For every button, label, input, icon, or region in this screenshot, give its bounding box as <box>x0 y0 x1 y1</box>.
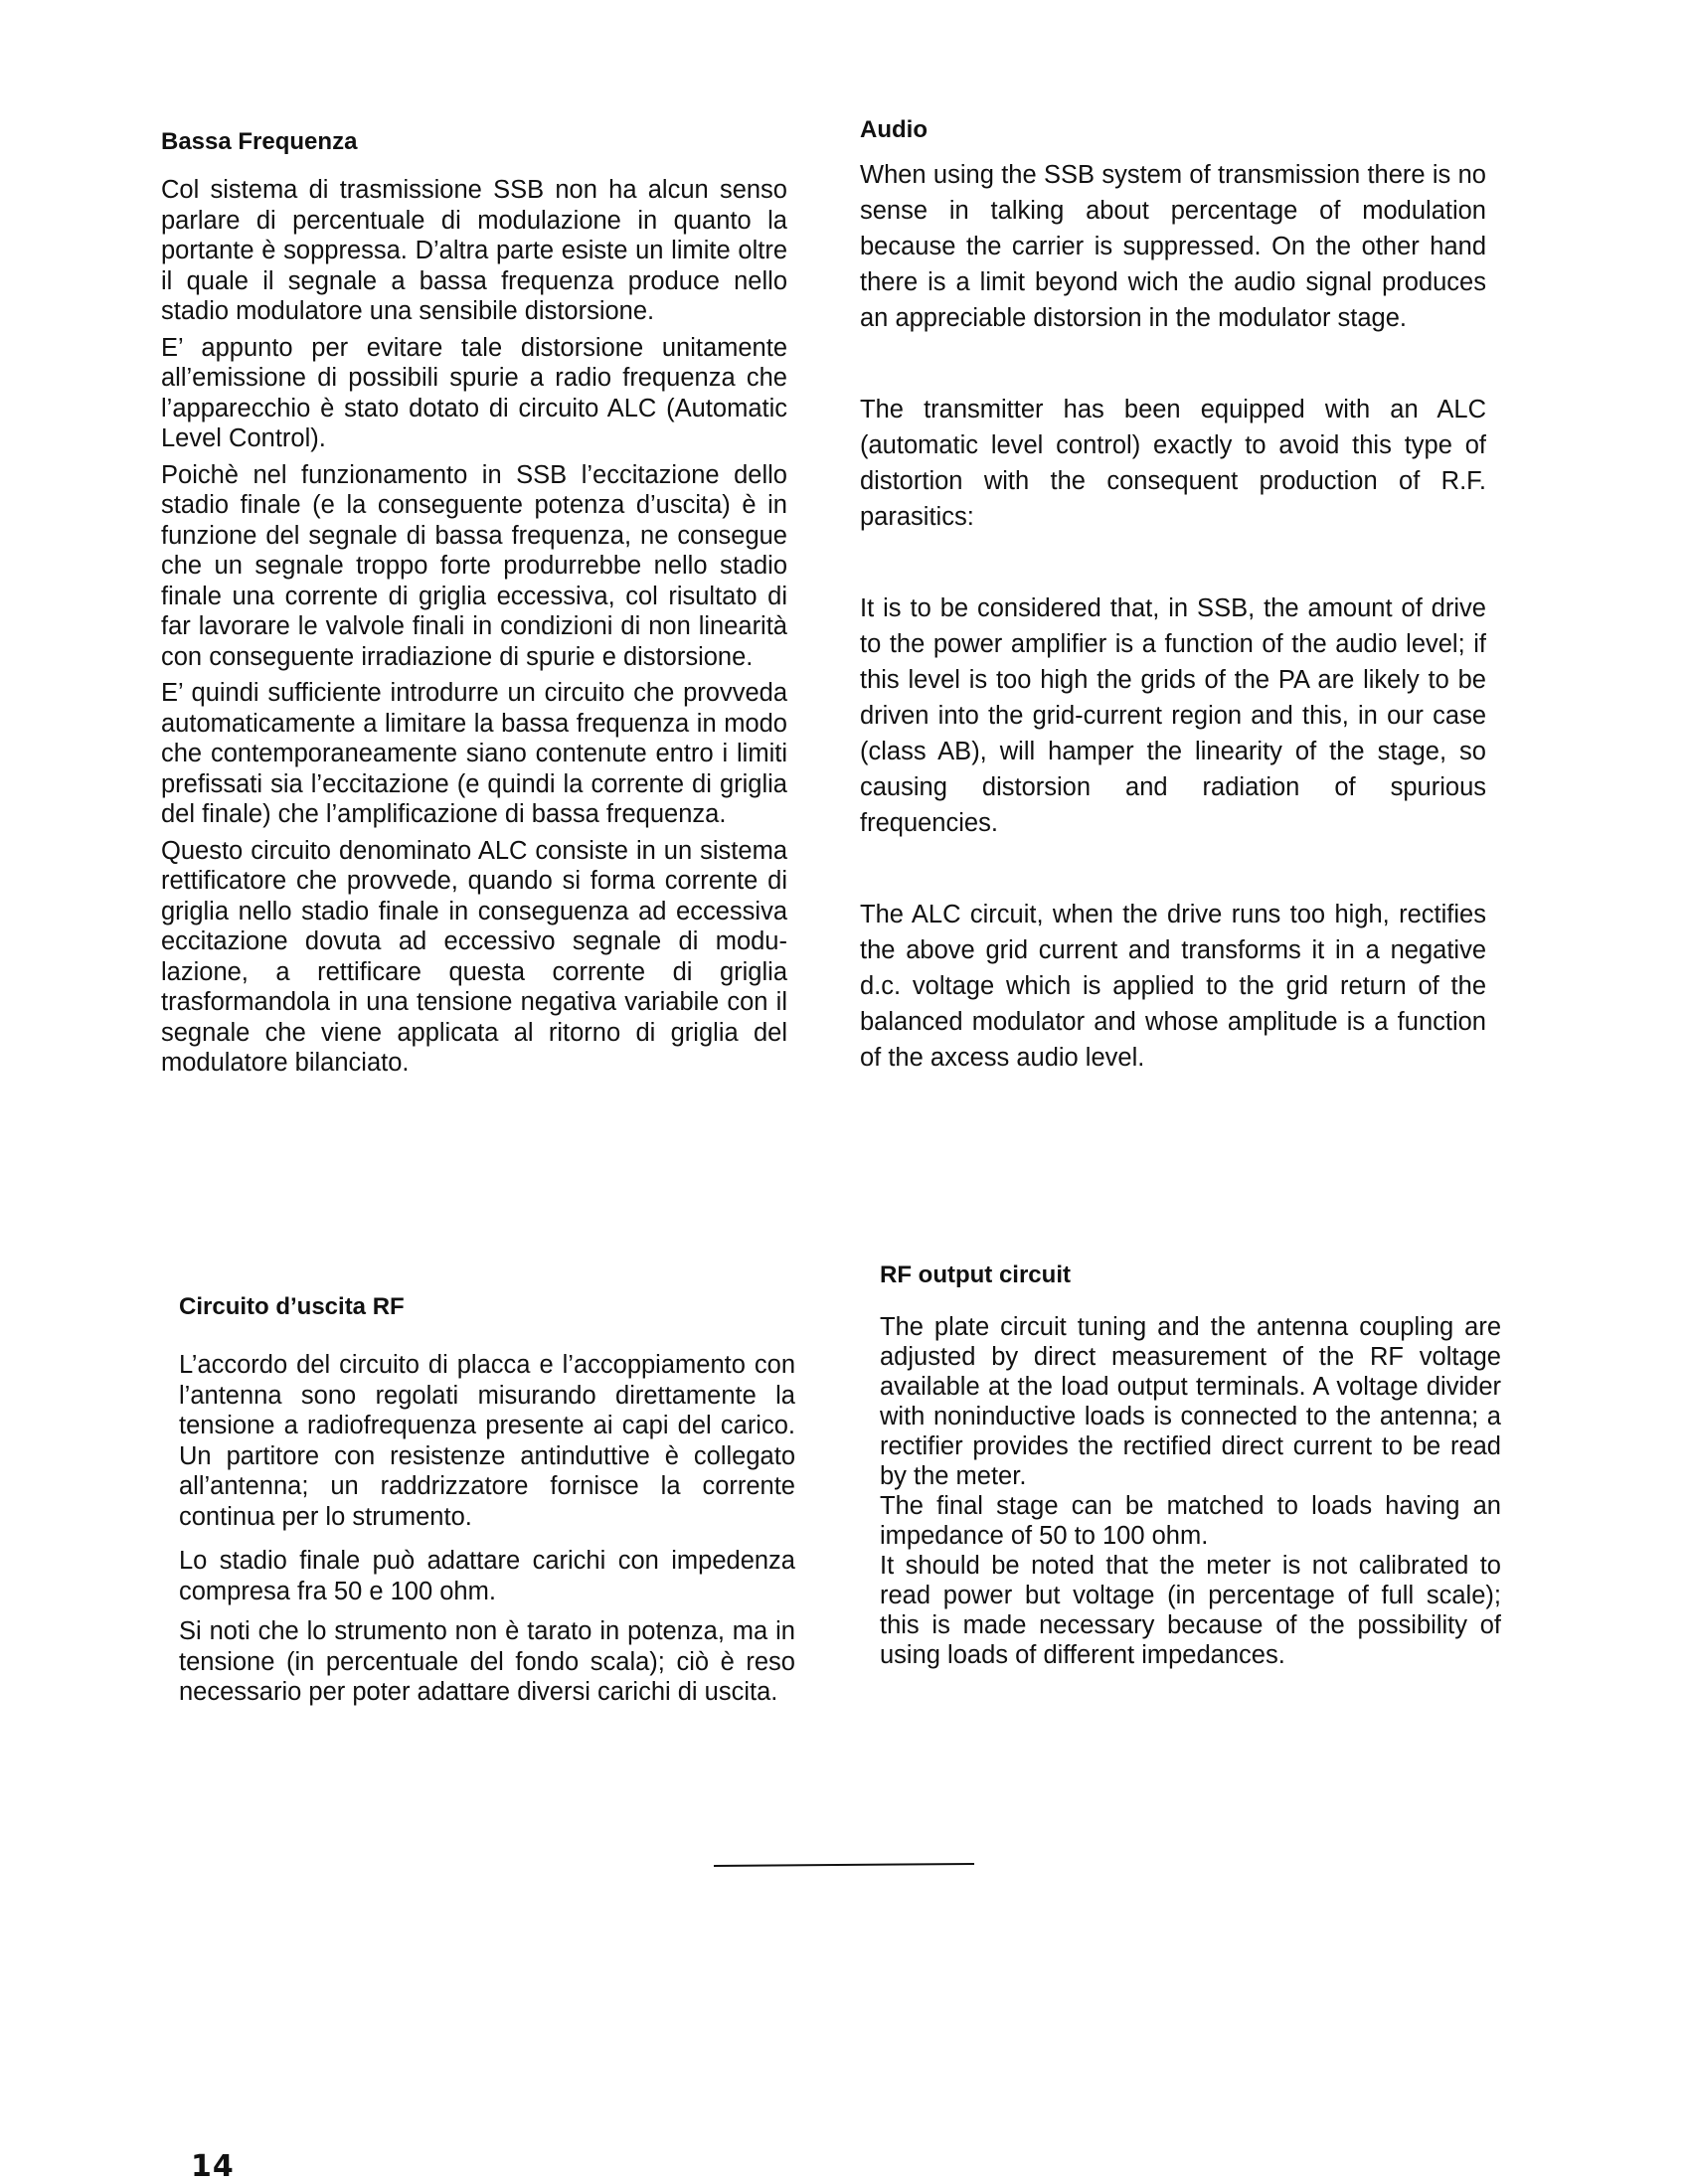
paragraph: When using the SSB system of transmission there is no sense in talking about percentage of modulation because the carrier is suppressed. On the other hand there is a limit beyond wich the audio signal produces an appreciable distorsion in the modulator stage. <box>860 161 1486 332</box>
paragraph: Si noti che lo strumento non è tarato in potenza, ma in tensione (in percentuale del fondo scala); ciò è reso necessario per poter adattare diversi carichi di uscita. <box>179 1617 795 1706</box>
paragraph: Poichè nel funzionamento in SSB l’eccitazione dello stadio finale (e la conseguente potenza d’uscita) è in funzione del segnale di bassa frequenza, ne consegue che un segnale troppo forte produrrebbe nello stadio finale una corrente di griglia eccessiva, col risultato di far lavorare le valvole finali in condizioni di non linearità con conseguente irradiazione di spurie e distorsione. <box>161 460 787 671</box>
end-rule-divider <box>714 1863 974 1867</box>
paragraph: It is to be considered that, in SSB, the amount of drive to the power amplifier is a function of the audio level; if this level is too high the grids of the PA are likely to be driven into the grid-current region and this, in our case (class AB), will hamper the linearity of the stage, so causing distorsion and radiation of spurious frequencies. <box>860 594 1486 837</box>
page-number: 14 <box>191 2149 235 2184</box>
right-column-english <box>860 115 1486 1082</box>
section-heading-circuito-uscita-rf: Circuito d’uscita RF <box>179 1293 405 1320</box>
paragraph: The ALC circuit, when the drive runs too high, rectifies the above grid current and transforms it in a negative d.c. voltage which is applied to the grid return of the balanced modulator and whose amplitude is a function of the axcess audio level. <box>860 901 1486 1072</box>
paragraph: E’ quindi sufficiente introdurre un circuito che provveda automaticamente a limitare la bassa frequenza in modo che contemporaneamente siano contenute entro i limiti prefissati sia l’eccitazione (e quindi la corrente di griglia del finale) che l’amplificazione di bassa frequenza. <box>161 679 787 828</box>
paragraph: It should be noted that the meter is not calibrated to read power but voltage (in percentage of full scale); this is made necessary because of the possibility of using loads of different impedances. <box>880 1552 1501 1669</box>
right-section-rf-output <box>880 1260 1501 1670</box>
section-heading-bassa-frequenza: Bassa Frequenza <box>161 128 358 155</box>
paragraph: Questo circuito denominato ALC consiste in un sistema rettificatore che provvede, quando si forma corrente di griglia nello stadio finale in conseguenza ad eccessiva eccitazione dovuta ad eccessivo segnale di modulazione, a rettificare questa corrente di griglia trasformandola in una tensione negativa variabile con il segnale che viene applicata al ritorno di griglia del modulatore bilanciato. <box>161 836 787 1077</box>
section-heading-rf-output-circuit: RF output circuit <box>880 1261 1071 1288</box>
paragraph: E’ appunto per evitare tale distorsione unitamente all’emissione di possibili spurie a radio frequenza che l’apparecchio è stato dotato di circuito ALC (Automatic Level Control). <box>161 333 787 452</box>
paragraph: The plate circuit tuning and the antenna coupling are adjusted by direct measurement of the RF voltage available at the load output terminals. A voltage divider with noninductive loads is connected to the antenna; a rectifier provides the rectified direct current to be read by the meter. <box>880 1313 1501 1490</box>
left-column-italian <box>161 127 787 1085</box>
paragraph: Col sistema di trasmissione SSB non ha alcun senso parlare di percentuale di modulazione in quanto la portante è soppressa. D’altra parte esiste un limite oltre il quale il segnale a bassa frequenza produce nello stadio modulatore una sensibile distorsione. <box>161 176 787 325</box>
left-section-circuito-uscita <box>179 1292 795 1714</box>
paragraph: L’accordo del circuito di placca e l’accoppiamento con l’antenna sono regolati misurando direttamente la tensione a radiofrequenza presente ai capi del carico. Un partitore con resistenze antinduttive è collegato all’antenna; un raddrizzatore fornisce la corrente continua per lo strumento. <box>179 1351 795 1531</box>
section-heading-audio: Audio <box>860 116 928 143</box>
paragraph: The final stage can be matched to loads having an impedance of 50 to 100 ohm. <box>880 1492 1501 1550</box>
paragraph: The transmitter has been equipped with an ALC (automatic level control) exactly to avoid this type of distortion with the consequent production of R.F. parasitics: <box>860 396 1486 531</box>
paragraph: Lo stadio finale può adattare carichi con impedenza compresa fra 50 e 100 ohm. <box>179 1547 795 1605</box>
